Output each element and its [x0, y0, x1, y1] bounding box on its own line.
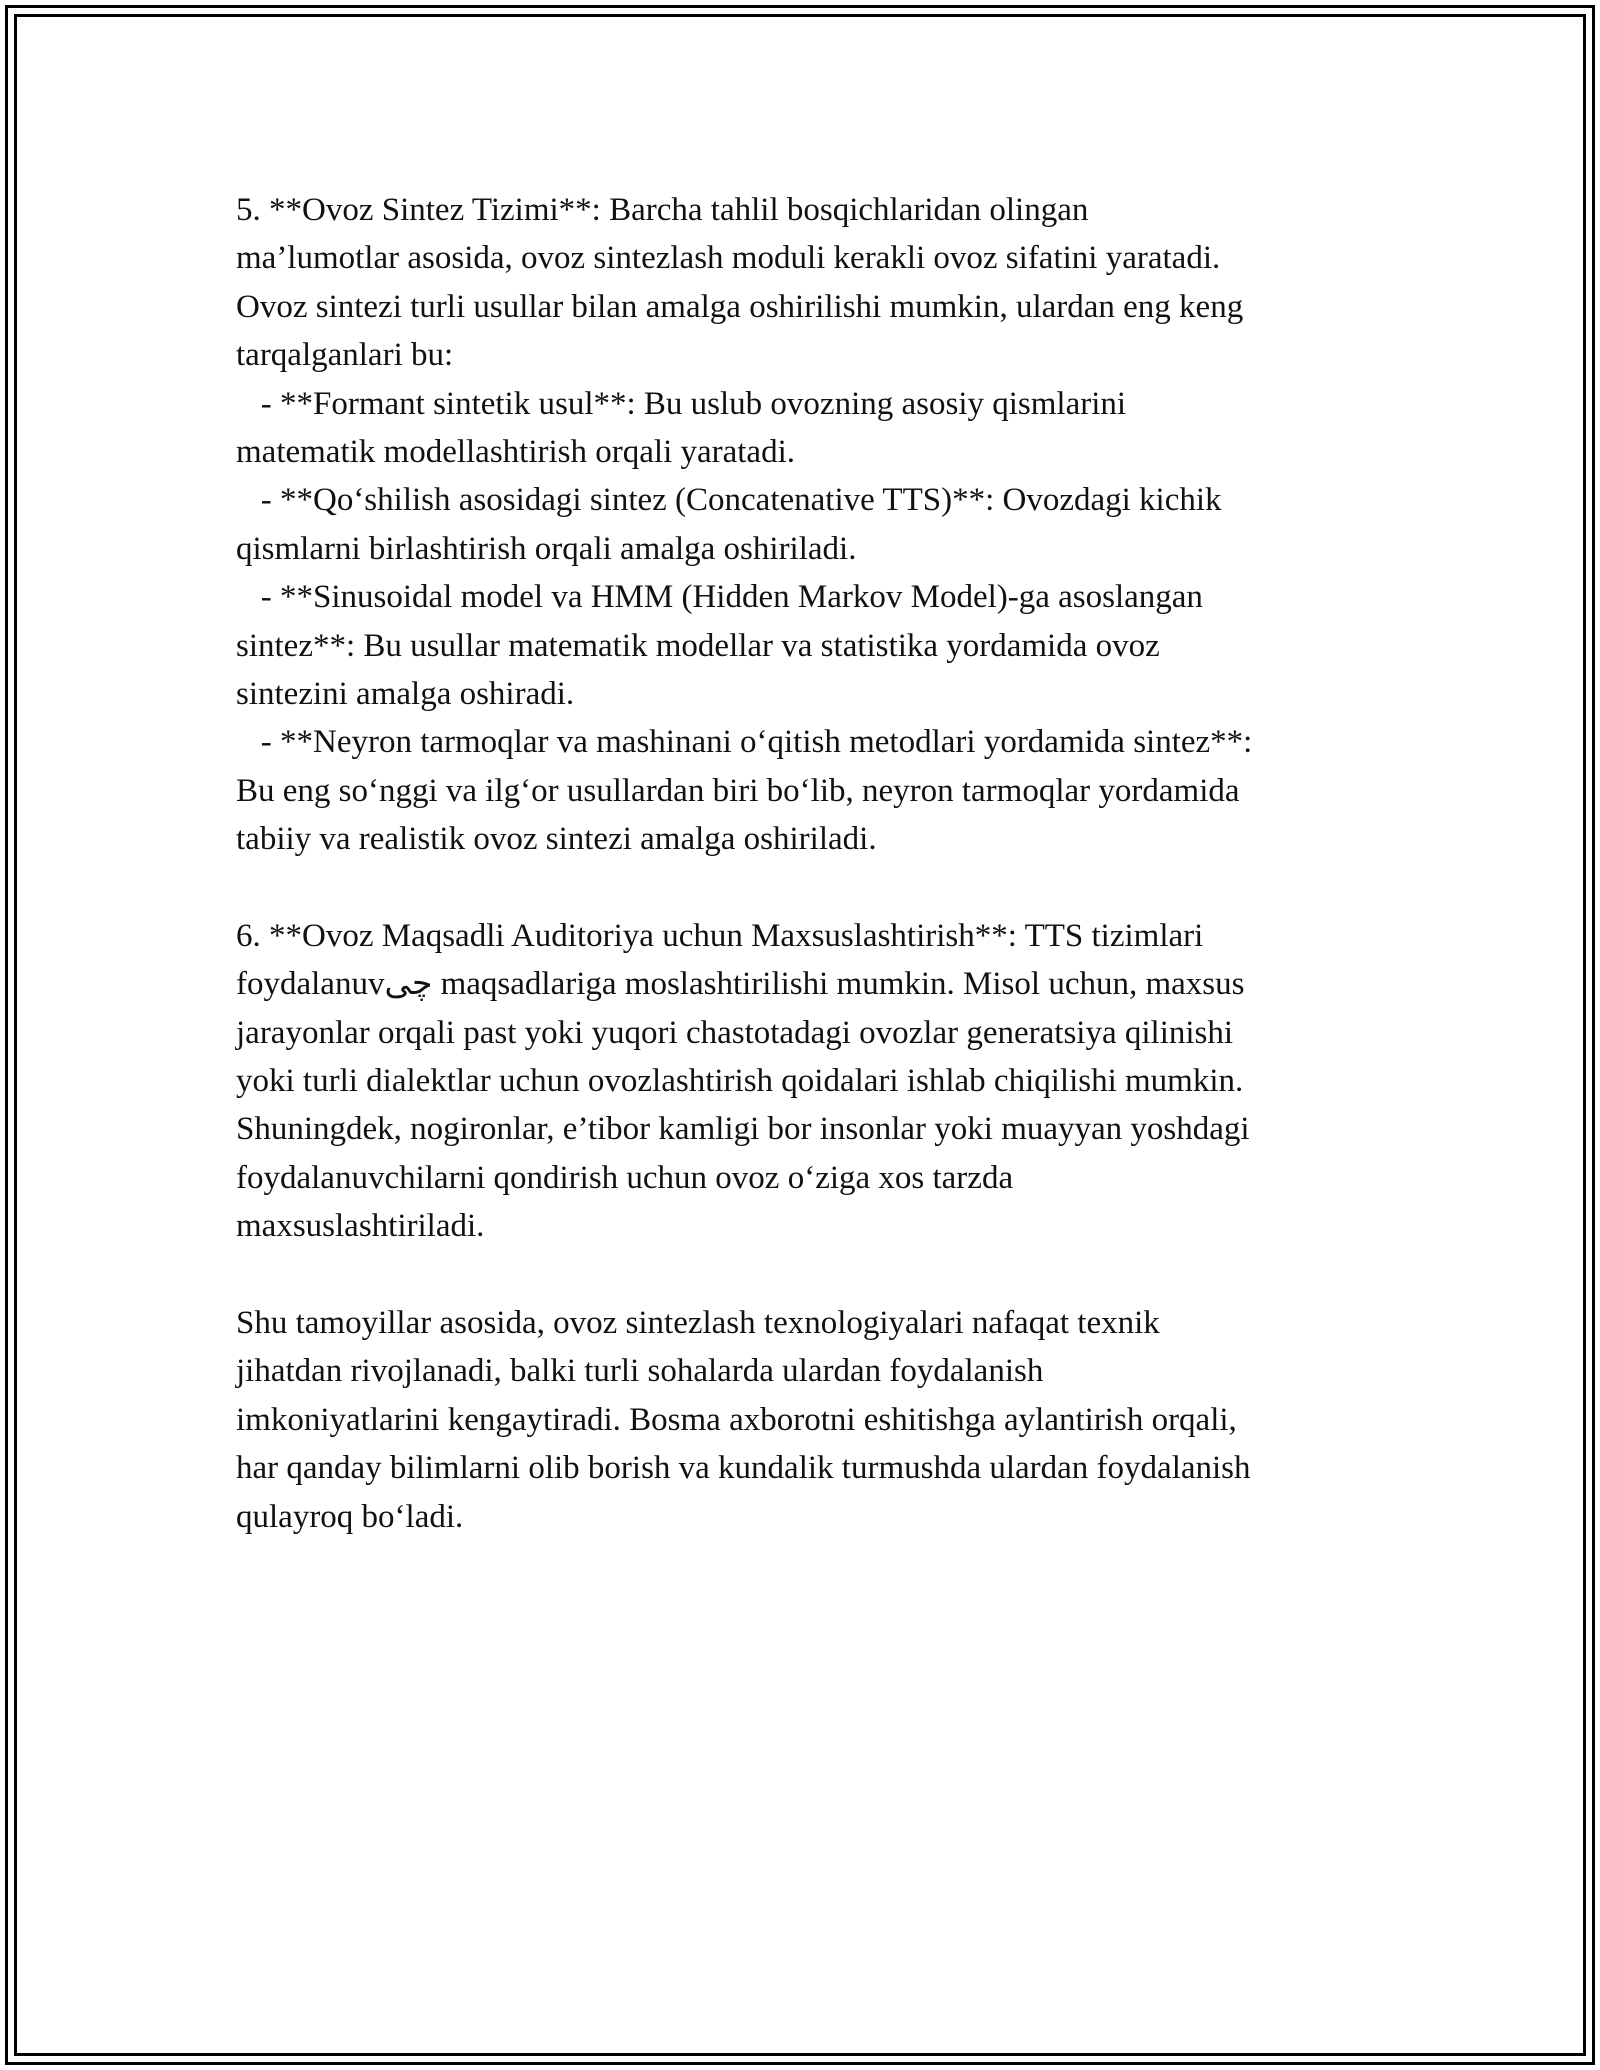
text-line: Ovoz sintezi turli usullar bilan amalga oshirilishi mumkin, ulardan eng keng: [236, 288, 1244, 325]
text-line: imkoniyatlarini kengaytiradi. Bosma axborotni eshitishga aylantirish orqali,: [236, 1401, 1237, 1438]
paragraph: [236, 1299, 1376, 1541]
text-line: tarqalganlari bu:: [236, 337, 454, 374]
text-line: - **Qo‘shilish asosidagi sintez (Concatenative TTS)**: Ovozdagi kichik: [236, 482, 1222, 519]
text-line: qulayroq bo‘ladi.: [236, 1498, 464, 1535]
text-line: jarayonlar orqali past yoki yuqori chastotadagi ovozlar generatsiya qilinishi: [236, 1014, 1234, 1051]
text-line: jihatdan rivojlanadi, balki turli sohalarda ulardan foydalanish: [236, 1353, 1044, 1390]
text-line: Shu tamoyillar asosida, ovoz sintezlash texnologiyalari nafaqat texnik: [236, 1304, 1160, 1341]
document-body: [236, 186, 1376, 1541]
text-line: ma’lumotlar asosida, ovoz sintezlash moduli kerakli ovoz sifatini yaratadi.: [236, 240, 1221, 277]
text-line: 5. **Ovoz Sintez Tizimi**: Barcha tahlil bosqichlaridan olingan: [236, 192, 1089, 228]
text-line: foydalanuvچی maqsadlariga moslashtirilishi mumkin. Misol uchun, maxsus: [236, 966, 1245, 1003]
text-line: - **Formant sintetik usul**: Bu uslub ovozning asosiy qismlarini: [236, 385, 1127, 422]
paragraph: [236, 186, 1376, 863]
text-line: sintez**: Bu usullar matematik modellar va statistika yordamida ovoz: [236, 627, 1160, 664]
text-line: sintezini amalga oshiradi.: [236, 675, 575, 712]
text-line: maxsuslashtiriladi.: [236, 1208, 485, 1245]
paragraph-gap: [236, 1251, 1376, 1299]
text-line: matematik modellashtirish orqali yaratadi.: [236, 433, 796, 470]
text-line: 6. **Ovoz Maqsadli Auditoriya uchun Maxsuslashtirish**: TTS tizimlari: [236, 917, 1204, 954]
text-line: foydalanuvchilarni qondirish uchun ovoz o‘ziga xos tarzda: [236, 1159, 1014, 1196]
text-line: - **Neyron tarmoqlar va mashinani o‘qitish metodlari yordamida sintez**:: [236, 724, 1253, 761]
text-line: tabiiy va realistik ovoz sintezi amalga oshiriladi.: [236, 821, 877, 858]
paragraph: [236, 912, 1376, 1251]
text-line: - **Sinusoidal model va HMM (Hidden Markov Model)-ga asoslangan: [236, 579, 1203, 616]
text-line: Shuningdek, nogironlar, e’tibor kamligi bor insonlar yoki muayyan yoshdagi: [236, 1111, 1250, 1148]
paragraph-gap: [236, 863, 1376, 911]
text-line: Bu eng so‘nggi va ilg‘or usullardan biri bo‘lib, neyron tarmoqlar yordamida: [236, 772, 1240, 809]
text-line: qismlarni birlashtirish orqali amalga oshiriladi.: [236, 530, 857, 567]
text-line: yoki turli dialektlar uchun ovozlashtirish qoidalari ishlab chiqilishi mumkin.: [236, 1063, 1244, 1100]
text-line: har qanday bilimlarni olib borish va kundalik turmushda ulardan foydalanish: [236, 1450, 1251, 1487]
